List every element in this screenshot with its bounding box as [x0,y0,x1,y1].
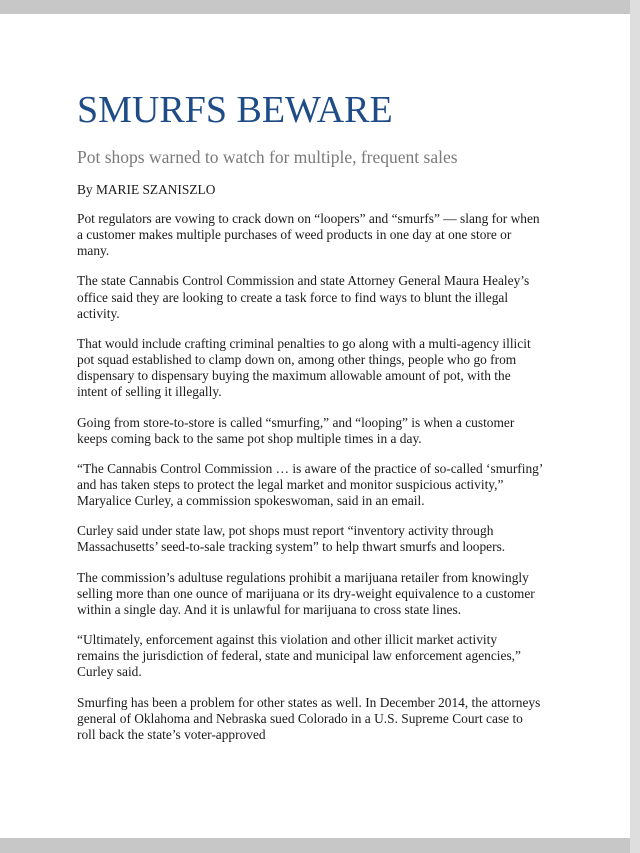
text-line: office said they are looking to create a task force to find ways to blunt the illegal [77,289,509,305]
text-line: activity. [77,305,120,321]
text-line: roll back the state’s voter-approved [77,726,266,742]
text-line: That would include crafting criminal penalties to go along with a multi-agency illicit [77,335,531,351]
subheadline: Pot shops warned to watch for multiple, frequent sales [77,147,458,167]
paragraph [77,523,517,555]
text-line: “Ultimately, enforcement against this violation and other illicit market activity [77,632,498,648]
text-line: keeps coming back to the same pot shop multiple times in a day. [77,430,422,446]
text-line: within a single day. And it is unlawful for marijuana to cross state lines. [77,601,462,617]
byline: By MARIE SZANISZLO [77,182,216,197]
text-line: “The Cannabis Control Commission … is aware of the practice of so-called ‘smurfing’ [77,460,544,476]
article-body [77,211,544,757]
text-line: Maryalice Curley, a commission spokeswoman, said in an email. [77,493,425,509]
paragraph [77,460,544,509]
text-line: The commission’s adultuse regulations prohibit a marijuana retailer from knowingly [77,569,529,585]
paragraph [77,335,531,400]
text-line: Smurfing has been a problem for other states as well. In December 2014, the attorneys [77,694,541,710]
headline: SMURFS BEWARE [77,89,393,131]
text-line: Going from store-to-store is called “smurfing,” and “looping” is when a customer [77,414,515,430]
text-line: a customer makes multiple purchases of weed products in one day at one store or [77,227,512,243]
article-page[interactable] [0,14,630,838]
text-line: and has taken steps to protect the legal market and monitor suspicious activity,” [77,476,504,492]
paragraph [77,694,541,743]
text-line: general of Oklahoma and Nebraska sued Colorado in a U.S. Supreme Court case to [77,710,523,726]
text-line: Massachusetts’ seed-to-sale tracking system” to help thwart smurfs and loopers. [77,539,506,555]
text-line: selling more than one ounce of marijuana or its dry-weight equivalence to a customer [77,585,535,601]
paragraph [77,211,540,259]
text-line: Curley said under state law, pot shops must report “inventory activity through [77,523,494,539]
paragraph [77,632,521,680]
paragraph [77,569,535,618]
text-line: many. [77,243,110,259]
text-line: intent of selling it illegally. [77,384,222,400]
text-line: The state Cannabis Control Commission and state Attorney General Maura Healey’s [77,273,530,289]
page-gutter [630,0,640,853]
text-line: remains the jurisdiction of federal, state and municipal law enforcement agencies,” [77,648,521,664]
text-line: dispensary to dispensary buying the maximum allowable amount of pot, with the [77,368,511,384]
paragraph [77,415,517,447]
paragraph [77,273,530,321]
text-line: Pot regulators are vowing to crack down on “loopers” and “smurfs” — slang for when [77,211,540,226]
text-line: pot squad established to clamp down on, among other things, people who go from [77,352,517,368]
text-line: Curley said. [77,664,142,680]
